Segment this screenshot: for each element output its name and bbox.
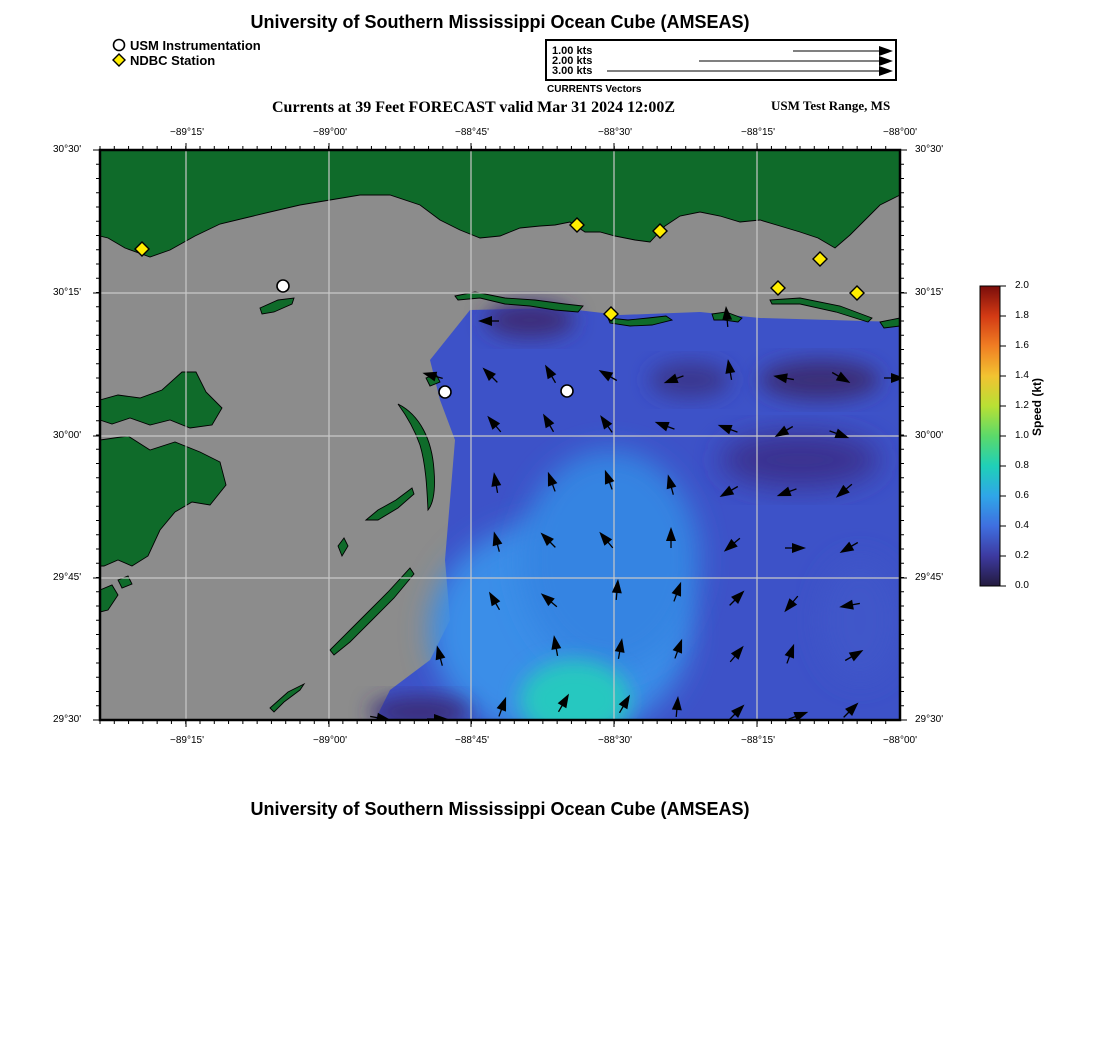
usm-legend-label: USM Instrumentation [130,38,261,53]
lat-label-right: 30°15' [915,287,944,298]
speed-field [370,302,900,740]
usm-instrument-marker [439,386,451,398]
lon-label-top: −88°30' [598,127,632,138]
colorbar-tick-label: 2.0 [1015,280,1029,291]
colorbar-tick-label: 0.4 [1015,520,1029,531]
lat-label-left: 29°45' [53,572,82,583]
colorbar-tick-label: 0.2 [1015,550,1029,561]
lon-label-bottom: −89°00' [313,735,347,746]
colorbar-tick-label: 0.8 [1015,460,1029,471]
colorbar-tick-label: 1.0 [1015,430,1029,441]
lat-label-right: 29°45' [915,572,944,583]
lat-label-left: 30°30' [53,144,82,155]
usm-instrument-marker [277,280,289,292]
lon-label-top: −88°45' [455,127,489,138]
lon-label-bottom: −88°00' [883,735,917,746]
colorbar-title: Speed (kt) [1030,377,1044,436]
footer-title: University of Southern Mississippi Ocean Cube (AMSEAS) [250,799,750,819]
colorbar-tick-label: 1.2 [1015,400,1029,411]
usm-instrument-marker [561,385,573,397]
colorbar-tick-label: 1.8 [1015,310,1029,321]
lat-label-left: 29°30' [53,714,82,725]
lat-label-right: 30°30' [915,144,944,155]
lon-label-bottom: −88°30' [598,735,632,746]
colorbar-tick-label: 0.0 [1015,580,1029,591]
vector-scale-label-3: 3.00 kts [552,65,593,77]
colorbar-tick-label: 0.6 [1015,490,1029,501]
colorbar [980,286,1006,586]
lat-label-left: 30°00' [53,430,82,441]
lon-label-top: −89°15' [170,127,204,138]
vector-scale-label-2: 2.00 kts [552,55,593,67]
lon-label-top: −89°00' [313,127,347,138]
lon-label-bottom: −89°15' [170,735,204,746]
lon-label-top: −88°15' [741,127,775,138]
lon-label-bottom: −88°15' [741,735,775,746]
test-range-label: USM Test Range, MS [771,98,891,113]
vector-scale-label-1: 1.00 kts [552,45,593,57]
colorbar-tick-label: 1.4 [1015,370,1029,381]
lat-label-right: 29°30' [915,714,944,725]
lon-label-top: −88°00' [883,127,917,138]
colorbar-tick-label: 1.6 [1015,340,1029,351]
map-title: University of Southern Mississippi Ocean Cube (AMSEAS) [250,12,750,32]
vector-legend-caption: CURRENTS Vectors [547,84,642,95]
lon-label-bottom: −88°45' [455,735,489,746]
lat-label-left: 30°15' [53,287,82,298]
forecast-subtitle: Currents at 39 Feet FORECAST valid Mar 31 2024 12:00Z [272,99,676,116]
lat-label-right: 30°00' [915,430,944,441]
ndbc-legend-label: NDBC Station [130,53,216,68]
